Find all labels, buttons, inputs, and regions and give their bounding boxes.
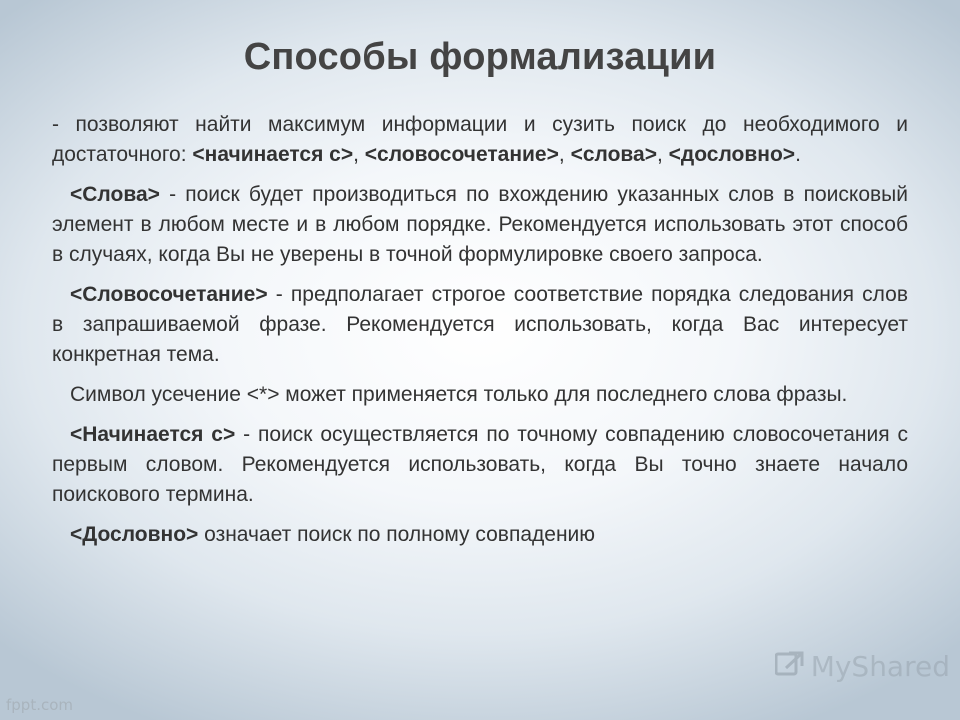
myshared-logo-text: MyShared (810, 650, 950, 683)
words-description: - поиск будет производиться по вхождению указанных слов в поисковый элемент в любом месте и в любом порядке. Рекомендуется использовать этот способ в случаях, когда Вы не уверены в точной формулировке своего запроса. (52, 183, 908, 266)
watermark-fppt: fppt.com (6, 696, 74, 714)
option-words: <слова> (570, 143, 657, 166)
starts-with-description: - поиск осуществляется по точному совпадению словосочетания с первым словом. Рекомендуется использовать, когда Вы точно знаете начало поискового термина. (52, 423, 908, 506)
term-verbatim: <Дословно> (70, 523, 199, 546)
paragraph-verbatim (52, 520, 908, 550)
paragraph-words (52, 180, 908, 270)
term-phrase: <Словосочетание> (70, 283, 268, 306)
paragraph-truncation (52, 380, 908, 410)
period: . (795, 143, 801, 166)
slide-title: Способы формализации (243, 36, 717, 78)
truncation-description: Символ усечение <*> может применяется только для последнего слова фразы. (70, 383, 848, 406)
option-phrase: <словосочетание> (364, 143, 559, 166)
myshared-logo-icon (775, 649, 805, 684)
paragraph-intro (52, 110, 908, 170)
separator: , (558, 143, 571, 166)
separator: , (656, 143, 669, 166)
option-starts-with: <начинается с> (192, 143, 354, 166)
paragraph-phrase (52, 280, 908, 370)
term-words: <Слова> (70, 183, 160, 206)
option-verbatim: <дословно> (668, 143, 796, 166)
verbatim-description: означает поиск по полному совпадению (198, 523, 596, 546)
watermark-myshared (775, 649, 950, 684)
separator: , (353, 143, 365, 166)
slide-body (52, 110, 908, 560)
intro-lead: - позволяют найти максимум информации и сузить поиск до необходимого и достаточного: (52, 113, 908, 166)
term-starts-with: <Начинается с> (70, 423, 236, 446)
phrase-description: - предполагает строгое соответствие порядка следования слов в запрашиваемой фразе. Рекомендуется использовать, когда Вас интересует конкретная тема. (52, 283, 908, 366)
paragraph-starts-with (52, 420, 908, 510)
